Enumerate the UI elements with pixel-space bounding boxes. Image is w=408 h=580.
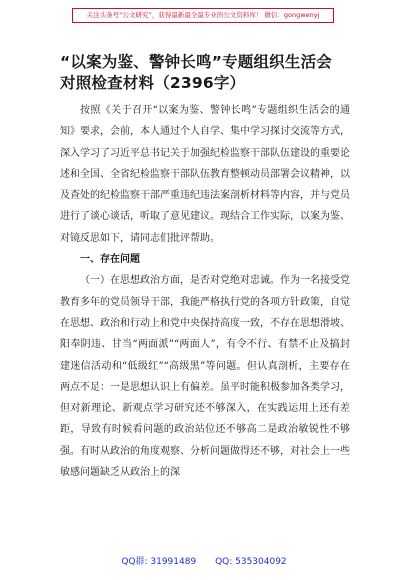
intro-paragraph: 按照《关于召开“以案为鉴、警钟长鸣”专题组织生活会的通知》要求，会前，本人通过个人自学、集中学习探讨交流等方式，深入学习了习近平总书记关于加强纪检监察干部队伍建设的重要论述和全国、全省纪检监察干部队伍教育整顿动员部署会议精神，以及查处的纪检监察干部严重违纪违法案剖析材料等内容，并与党员进行了谈心谈话，听取了意见建议。现结合工作实际，以案为鉴、对镜反思如下，请同志们批评帮助。: [60, 105, 350, 244]
document-title: [60, 52, 360, 94]
title-line-2: 对照检查材料（2396字）: [60, 74, 246, 92]
promo-banner: 关注头条号“公文研究”，获得最新最全最专业的公文资料库！ 微信：gongwenyj: [72, 8, 334, 23]
document-body: [60, 100, 350, 483]
section-paragraph: （一）在思想政治方面，是否对党绝对忠诚。作为一名接受党教育多年的党员领导干部，我能严格执行党的各项方针政策，自觉在思想、政治和行动上和党中央保持高度一致，不存在思想滑坡、阳奉阴违、甘当“两面派”“两面人”，有令不行、有禁不止及搞封建迷信活动和“低级红”“高级黑”等问题。但认真剖析，主要存在两点不足：一是思想认识上有偏差。虽平时能积极参加各类学习，但对新理论、新观点学习研究还不够深入，在实践运用上还有差距，导致有时候看问题的政治站位还不够高二是政治敏锐性不够强。有时从政治的角度观察、分析问题做得还不够，对社会上一些敏感问题缺乏从政治上的深: [60, 275, 350, 479]
section-heading: 一、存在问题: [80, 254, 140, 266]
qq-group: QQ群: 31991489: [121, 557, 197, 567]
contact-footer: [0, 554, 408, 567]
qq-number: QQ: 535304092: [215, 557, 287, 567]
title-line-1: “以案为鉴、警钟长鸣”专题组织生活会: [60, 53, 332, 71]
